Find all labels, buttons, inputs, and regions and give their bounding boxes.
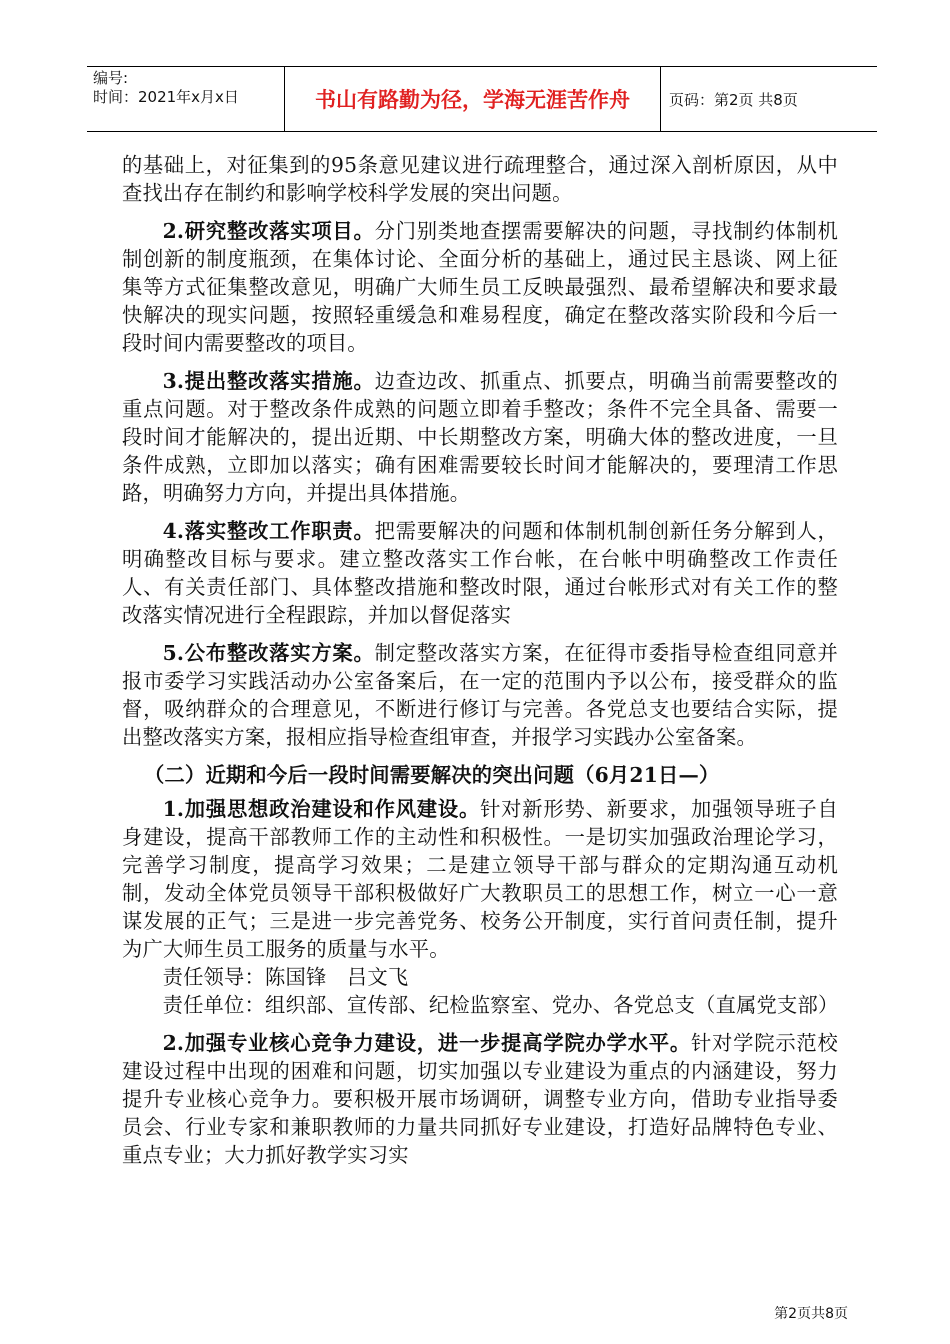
item-4-text: 把需要解决的问题和体制机制创新任务分解到人，明确整改目标与要求。建立整改落实工作台帐，在台帐中明确整改工作责任人、有关责任部门、具体整改措施和整改时限，通过台帐形式对有关工作的整改落实情况进行全程跟踪，并加以督促落实: [122, 519, 839, 627]
paragraph-task-1: [122, 795, 838, 963]
item-4-title: 4.落实整改工作职责。: [162, 519, 375, 543]
task-1-leader: 责任领导：陈国锋 吕文飞: [162, 965, 409, 989]
item-3-text: 边查边改、抓重点、抓要点，明确当前需要整改的重点问题。对于整改条件成熟的问题立即着手整改；条件不完全具备、需要一段时间才能解决的，提出近期、中长期整改方案，明确大体的整改进度，一旦条件成熟，立即加以落实；确有困难需要较长时间才能解决的，要理清工作思路，明确努力方向，并提出具体措施。: [122, 369, 839, 505]
page-footer: 第2页共8页: [774, 1306, 848, 1322]
task-1-title: 1.加强思想政治建设和作风建设。: [162, 797, 481, 821]
paragraph-item-5: [122, 639, 838, 751]
paragraph-continuation: 的基础上，对征集到的95条意见建议进行疏理整合，通过深入剖析原因，从中查找出存在制约和影响学校科学发展的突出问题。: [122, 153, 838, 205]
task-1-text: 针对新形势、新要求，加强领导班子自身建设，提高干部教师工作的主动性和积极性。一是切实加强政治理论学习，完善学习制度，提高学习效果；二是建立领导干部与群众的定期沟通互动机制，发动全体党员领导干部积极做好广大教职员工的思想工作，树立一心一意谋发展的正气；三是进一步完善党务、校务公开制度，实行首问责任制，提升为广大师生员工服务的质量与水平。: [122, 797, 839, 961]
paragraph-task-2: [122, 1029, 838, 1169]
paragraph-item-4: [122, 517, 838, 629]
task-2-text: 针对学院示范校建设过程中出现的困难和问题，切实加强以专业建设为重点的内涵建设，努力提升专业核心竞争力。要积极开展市场调研，调整专业方向，借助专业指导委员会、行业专家和兼职教师的力量共同抓好专业建设，打造好品牌特色专业、重点专业；大力抓好教学实习实: [122, 1031, 838, 1167]
paragraph-item-2: [122, 217, 838, 357]
item-2-text: 分门别类地查摆需要解决的问题，寻找制约体制机制创新的制度瓶颈，在集体讨论、全面分析的基础上，通过民主恳谈、网上征集等方式征集整改意见，明确广大师生员工反映最强烈、最希望解决和要求最快解决的现实问题，按照轻重缓急和难易程度，确定在整改落实阶段和今后一段时间内需要整改的项目。: [122, 219, 839, 355]
header-page-label: 页码：第2页 共8页: [669, 90, 798, 109]
item-2-title: 2.研究整改落实项目。: [162, 219, 375, 243]
item-5-title: 5.公布整改落实方案。: [162, 641, 375, 665]
serial-label: 编号:: [93, 69, 129, 87]
section-heading-2: （二）近期和今后一段时间需要解决的突出问题（6月21日—）: [144, 763, 720, 787]
paragraph-item-3: [122, 367, 838, 507]
task-1-unit: 责任单位：组织部、宣传部、纪检监察室、党办、各党总支（直属党支部）: [162, 993, 839, 1017]
task-2-title: 2.加强专业核心竞争力建设，进一步提高学院办学水平。: [162, 1031, 691, 1055]
page-header: [87, 66, 877, 132]
item-5-text: 制定整改落实方案，在征得市委指导检查组同意并报市委学习实践活动办公室备案后，在一定的范围内予以公布，接受群众的监督，吸纳群众的合理意见，不断进行修订与完善。各党总支也要结合实际，提出整改落实方案，报相应指导检查组审查，并报学习实践办公室备案。: [122, 641, 839, 749]
header-motto: 书山有路勤为径，学海无涯苦作舟: [285, 67, 661, 131]
item-3-title: 3.提出整改落实措施。: [162, 369, 375, 393]
document-body: [122, 151, 838, 1169]
time-label: 时间：2021年x月x日: [93, 88, 239, 106]
header-meta: [87, 67, 285, 131]
